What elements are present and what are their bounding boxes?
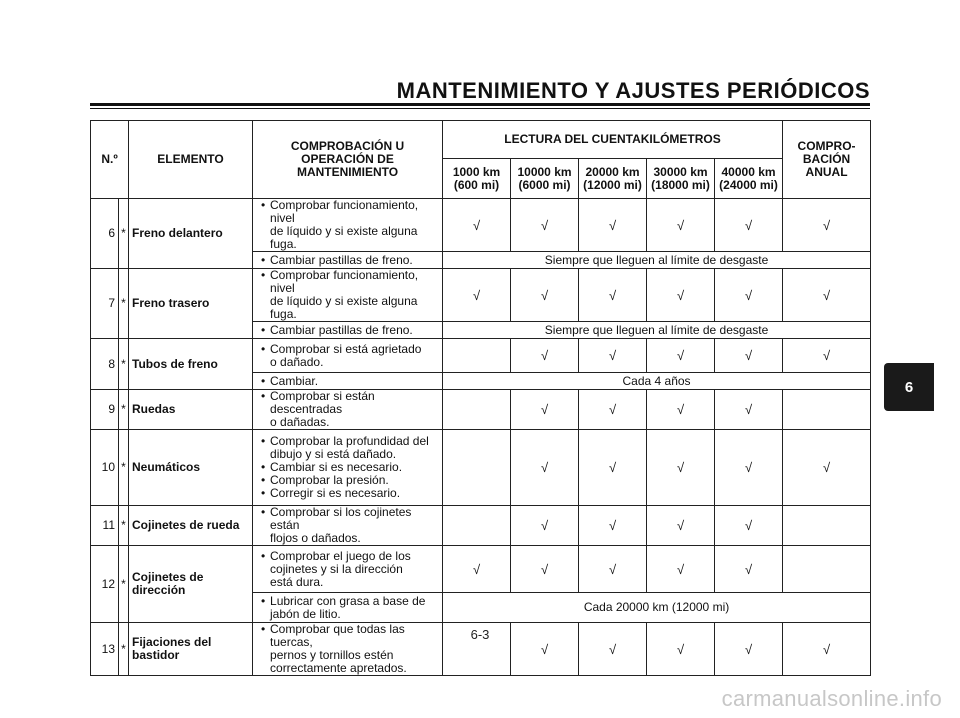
row-operation bbox=[253, 390, 443, 430]
header-check-line: COMPROBACIÓN U bbox=[290, 139, 405, 153]
operation-line: jabón de litio. bbox=[270, 606, 341, 621]
row-operation bbox=[253, 269, 443, 322]
row-number: 11 bbox=[91, 506, 119, 546]
row-operation bbox=[253, 322, 443, 339]
row-number: 6 bbox=[91, 199, 119, 269]
header-annual-line: ANUAL bbox=[805, 165, 848, 179]
check-mark: √ bbox=[783, 269, 871, 322]
empty-cell bbox=[783, 546, 871, 593]
row-number: 10 bbox=[91, 430, 119, 506]
bullet: • bbox=[261, 622, 266, 636]
check-mark: √ bbox=[715, 269, 783, 322]
check-mark: √ bbox=[783, 623, 871, 676]
check-mark: √ bbox=[715, 546, 783, 593]
operation-line: Comprobar que todas las tuercas, bbox=[270, 622, 405, 649]
check-mark: √ bbox=[579, 339, 647, 373]
header-annual-line: BACIÓN bbox=[802, 152, 851, 166]
header-check bbox=[253, 121, 443, 199]
header-km: 20000 km bbox=[585, 164, 640, 179]
check-mark: √ bbox=[715, 339, 783, 373]
operation-line: de líquido y si existe alguna fuga. bbox=[270, 294, 418, 321]
header-km: 30000 km bbox=[653, 164, 708, 179]
header-km: 40000 km bbox=[721, 164, 776, 179]
check-mark: √ bbox=[647, 546, 715, 593]
operation-line: cojinetes y si la dirección bbox=[270, 561, 403, 576]
interval-text: Cada 20000 km (12000 mi) bbox=[443, 593, 871, 623]
operation-line: Comprobar si están descentradas bbox=[270, 389, 375, 416]
row-operation bbox=[253, 373, 443, 390]
header-mi: (600 mi) bbox=[453, 177, 500, 192]
operation-line: Comprobar funcionamiento, nivel bbox=[270, 268, 419, 295]
row-element: Tubos de freno bbox=[129, 339, 253, 390]
operation-line: Comprobar si los cojinetes están bbox=[270, 505, 412, 532]
empty-cell bbox=[443, 339, 511, 373]
check-mark: √ bbox=[579, 269, 647, 322]
maintenance-table bbox=[90, 120, 871, 676]
header-mi: (18000 mi) bbox=[651, 177, 710, 192]
operation-line: Cambiar pastillas de freno. bbox=[270, 252, 413, 267]
check-mark: √ bbox=[579, 506, 647, 546]
check-mark: √ bbox=[511, 623, 579, 676]
check-mark: √ bbox=[715, 623, 783, 676]
check-mark: √ bbox=[579, 623, 647, 676]
check-mark: √ bbox=[579, 546, 647, 593]
row-element: Neumáticos bbox=[129, 430, 253, 506]
row-number: 7 bbox=[91, 269, 119, 339]
check-mark: √ bbox=[511, 269, 579, 322]
bullet: • bbox=[261, 268, 266, 282]
interval-text: Siempre que lleguen al límite de desgaste bbox=[443, 252, 871, 269]
header-annual-check bbox=[783, 121, 871, 199]
check-mark: √ bbox=[647, 623, 715, 676]
header-km: 10000 km bbox=[517, 164, 572, 179]
operation-line: Cambiar. bbox=[270, 373, 319, 388]
operation-line: o dañado. bbox=[270, 354, 324, 369]
header-odometer-reading: LECTURA DEL CUENTAKILÓMETROS bbox=[443, 121, 783, 159]
operation-line: Corregir si es necesario. bbox=[270, 486, 401, 500]
bullet: • bbox=[261, 373, 266, 388]
operation-line: dibujo y si está dañado. bbox=[270, 447, 397, 461]
row-number: 12 bbox=[91, 546, 119, 623]
bullet: • bbox=[261, 548, 266, 563]
table-row bbox=[91, 430, 871, 506]
check-mark: √ bbox=[511, 430, 579, 506]
row-operation bbox=[253, 252, 443, 269]
row-star: * bbox=[119, 430, 129, 506]
title-rule-thin bbox=[90, 108, 870, 109]
interval-text: Siempre que lleguen al límite de desgaste bbox=[443, 322, 871, 339]
empty-cell bbox=[783, 390, 871, 430]
check-mark: √ bbox=[511, 339, 579, 373]
check-mark: √ bbox=[443, 269, 511, 322]
row-operation bbox=[253, 430, 443, 506]
table-row bbox=[91, 546, 871, 593]
check-mark: √ bbox=[783, 339, 871, 373]
row-element: Cojinetes de rueda bbox=[129, 506, 253, 546]
header-element: ELEMENTO bbox=[129, 121, 253, 199]
header-annual-line: COMPRO- bbox=[797, 139, 856, 153]
row-element: Freno trasero bbox=[129, 269, 253, 339]
row-star: * bbox=[119, 506, 129, 546]
row-star: * bbox=[119, 623, 129, 676]
bullet: • bbox=[261, 505, 266, 519]
header-mi: (6000 mi) bbox=[518, 177, 571, 192]
empty-cell bbox=[443, 430, 511, 506]
check-mark: √ bbox=[443, 199, 511, 252]
table-row bbox=[91, 390, 871, 430]
operation-line: o dañadas. bbox=[270, 415, 330, 429]
check-mark: √ bbox=[715, 506, 783, 546]
header-no: N.º bbox=[91, 121, 129, 199]
operation-line: Cambiar pastillas de freno. bbox=[270, 322, 413, 337]
check-mark: √ bbox=[579, 430, 647, 506]
bullet: • bbox=[261, 473, 266, 487]
row-element bbox=[129, 546, 253, 623]
bullet: • bbox=[261, 593, 266, 608]
row-number: 8 bbox=[91, 339, 119, 390]
element-line: dirección bbox=[132, 583, 186, 597]
bullet: • bbox=[261, 389, 266, 403]
check-mark: √ bbox=[443, 546, 511, 593]
empty-cell bbox=[443, 506, 511, 546]
check-mark: √ bbox=[579, 199, 647, 252]
row-star: * bbox=[119, 546, 129, 623]
element-line: Cojinetes de bbox=[132, 570, 204, 584]
check-mark: √ bbox=[715, 430, 783, 506]
row-operation bbox=[253, 506, 443, 546]
row-element: Freno delantero bbox=[129, 199, 253, 269]
title-rule bbox=[90, 103, 870, 106]
check-mark: √ bbox=[647, 390, 715, 430]
operation-line: Comprobar el juego de los bbox=[270, 548, 411, 563]
bullet: • bbox=[261, 434, 266, 448]
row-number: 9 bbox=[91, 390, 119, 430]
check-mark: √ bbox=[579, 390, 647, 430]
element-line: Fijaciones del bbox=[132, 635, 212, 649]
bullet: • bbox=[261, 341, 266, 356]
check-mark: √ bbox=[783, 430, 871, 506]
interval-text: Cada 4 años bbox=[443, 373, 871, 390]
check-mark: √ bbox=[511, 390, 579, 430]
bullet: • bbox=[261, 252, 266, 267]
operation-line: de líquido y si existe alguna fuga. bbox=[270, 224, 418, 251]
row-number: 13 bbox=[91, 623, 119, 676]
header-mi: (12000 mi) bbox=[583, 177, 642, 192]
bullet: • bbox=[261, 460, 266, 474]
operation-line: Cambiar si es necesario. bbox=[270, 460, 403, 474]
empty-cell bbox=[443, 390, 511, 430]
operation-line: pernos y tornillos estén bbox=[270, 648, 394, 662]
header-odometer-4 bbox=[647, 159, 715, 199]
row-operation bbox=[253, 593, 443, 623]
table-row bbox=[91, 506, 871, 546]
row-star: * bbox=[119, 339, 129, 390]
row-star: * bbox=[119, 269, 129, 339]
operation-line: Comprobar funcionamiento, nivel bbox=[270, 198, 419, 225]
check-mark: √ bbox=[715, 390, 783, 430]
table-row bbox=[91, 339, 871, 373]
header-odometer-5 bbox=[715, 159, 783, 199]
page-title: MANTENIMIENTO Y AJUSTES PERIÓDICOS bbox=[396, 78, 870, 103]
bullet: • bbox=[261, 198, 266, 212]
table-row bbox=[91, 269, 871, 322]
header-check-line: OPERACIÓN DE bbox=[301, 152, 394, 166]
bullet: • bbox=[261, 322, 266, 337]
header-mi: (24000 mi) bbox=[719, 177, 778, 192]
check-mark: √ bbox=[511, 546, 579, 593]
operation-line: Lubricar con grasa a base de bbox=[270, 593, 426, 608]
operation-line: Comprobar la profundidad del bbox=[270, 434, 429, 448]
check-mark: √ bbox=[647, 430, 715, 506]
row-operation bbox=[253, 546, 443, 593]
operation-line: Comprobar la presión. bbox=[270, 473, 389, 487]
operation-line: flojos o dañados. bbox=[270, 531, 361, 545]
operation-line: está dura. bbox=[270, 574, 324, 589]
table-row bbox=[91, 199, 871, 252]
check-mark: √ bbox=[647, 506, 715, 546]
row-operation bbox=[253, 199, 443, 252]
row-star: * bbox=[119, 199, 129, 269]
check-mark: √ bbox=[715, 199, 783, 252]
row-star: * bbox=[119, 390, 129, 430]
check-mark: √ bbox=[511, 506, 579, 546]
check-mark: √ bbox=[783, 199, 871, 252]
header-check-line: MANTENIMIENTO bbox=[296, 165, 399, 179]
chapter-tab: 6 bbox=[884, 363, 934, 411]
check-mark: √ bbox=[511, 199, 579, 252]
bullet: • bbox=[261, 486, 266, 500]
header-odometer-3 bbox=[579, 159, 647, 199]
element-line: bastidor bbox=[132, 648, 180, 662]
operation-line: correctamente apretados. bbox=[270, 661, 407, 675]
check-mark: √ bbox=[647, 339, 715, 373]
header-km: 1000 km bbox=[452, 164, 501, 179]
operation-line: Comprobar si está agrietado bbox=[270, 341, 422, 356]
row-element: Ruedas bbox=[129, 390, 253, 430]
empty-cell bbox=[783, 506, 871, 546]
header-odometer-1 bbox=[443, 159, 511, 199]
check-mark: √ bbox=[647, 269, 715, 322]
page-number: 6-3 bbox=[470, 627, 490, 642]
check-mark: √ bbox=[647, 199, 715, 252]
header-odometer-2 bbox=[511, 159, 579, 199]
watermark: carmanualsonline.info bbox=[721, 686, 942, 711]
row-operation bbox=[253, 339, 443, 373]
